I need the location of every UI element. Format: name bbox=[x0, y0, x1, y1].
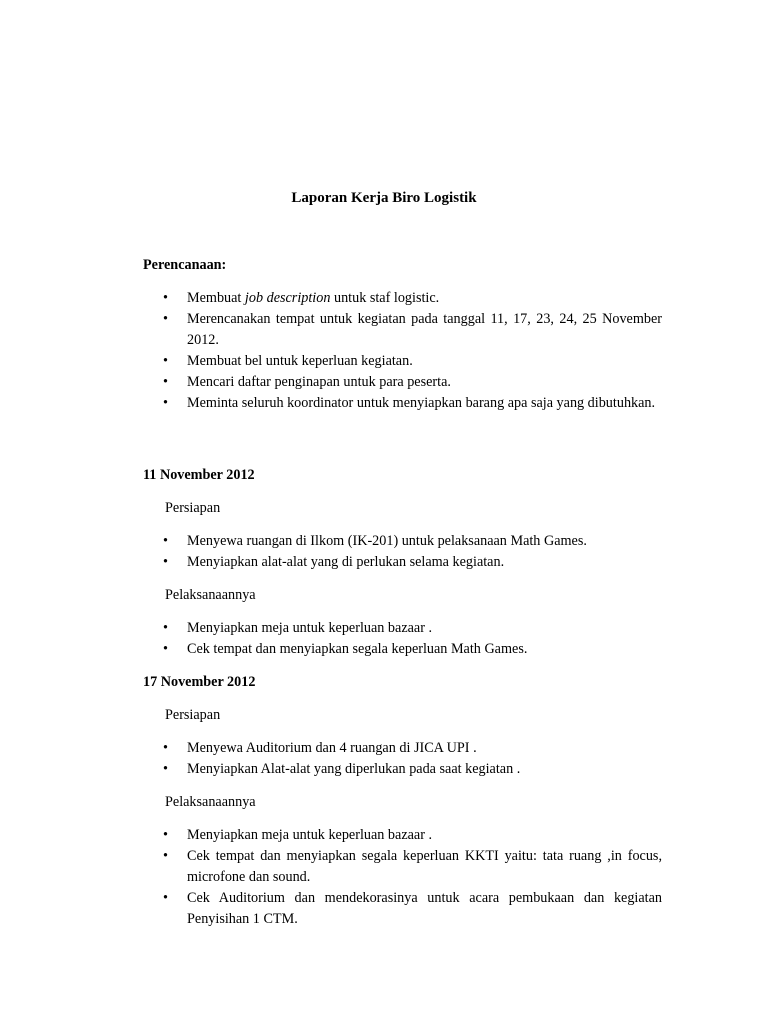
perencanaan-list bbox=[143, 288, 662, 414]
list-item: • Cek tempat dan menyiapkan segala keperluan Math Games. bbox=[143, 639, 662, 660]
list-item: • Menyiapkan meja untuk keperluan bazaar . bbox=[143, 618, 662, 639]
nov17-pelaksanaan-label: Pelaksanaannya bbox=[165, 794, 256, 810]
nov11-pelaksanaan-label: Pelaksanaannya bbox=[165, 587, 256, 603]
perencanaan-heading: Perencanaan: bbox=[143, 257, 227, 273]
nov11-heading: 11 November 2012 bbox=[143, 467, 255, 483]
list-item: • Membuat bel untuk keperluan kegiatan. bbox=[143, 351, 662, 372]
list-item: • Menyiapkan Alat-alat yang diperlukan pada saat kegiatan . bbox=[143, 759, 662, 780]
list-item: • Menyewa ruangan di Ilkom (IK-201) untuk pelaksanaan Math Games. bbox=[143, 531, 662, 552]
list-item: • Merencanakan tempat untuk kegiatan pada tanggal 11, 17, 23, 24, 25 November 2012. bbox=[143, 309, 662, 351]
list-item: • Mencari daftar penginapan untuk para peserta. bbox=[143, 372, 662, 393]
nov17-persiapan-label: Persiapan bbox=[165, 707, 221, 723]
list-item: • Menyiapkan meja untuk keperluan bazaar . bbox=[143, 825, 662, 846]
list-item: • Membuat job description untuk staf logistic. bbox=[143, 288, 662, 309]
document-title: Laporan Kerja Biro Logistik bbox=[291, 190, 477, 206]
nov17-heading: 17 November 2012 bbox=[143, 674, 256, 690]
list-item: • Cek Auditorium dan mendekorasinya untuk acara pembukaan dan kegiatan Penyisihan 1 CTM. bbox=[143, 888, 662, 930]
nov17-pelaksanaan-list bbox=[143, 825, 662, 930]
list-item: • Menyewa Auditorium dan 4 ruangan di JICA UPI . bbox=[143, 738, 662, 759]
nov11-persiapan-list bbox=[143, 531, 662, 573]
nov17-persiapan-list bbox=[143, 738, 662, 780]
nov11-persiapan-label: Persiapan bbox=[165, 500, 221, 516]
nov11-pelaksanaan-list bbox=[143, 618, 662, 660]
list-item: • Menyiapkan alat-alat yang di perlukan selama kegiatan. bbox=[143, 552, 662, 573]
list-item: • Cek tempat dan menyiapkan segala keperluan KKTI yaitu: tata ruang ,in focus, microfone dan sound. bbox=[143, 846, 662, 888]
list-item: • Meminta seluruh koordinator untuk menyiapkan barang apa saja yang dibutuhkan. bbox=[143, 393, 662, 414]
